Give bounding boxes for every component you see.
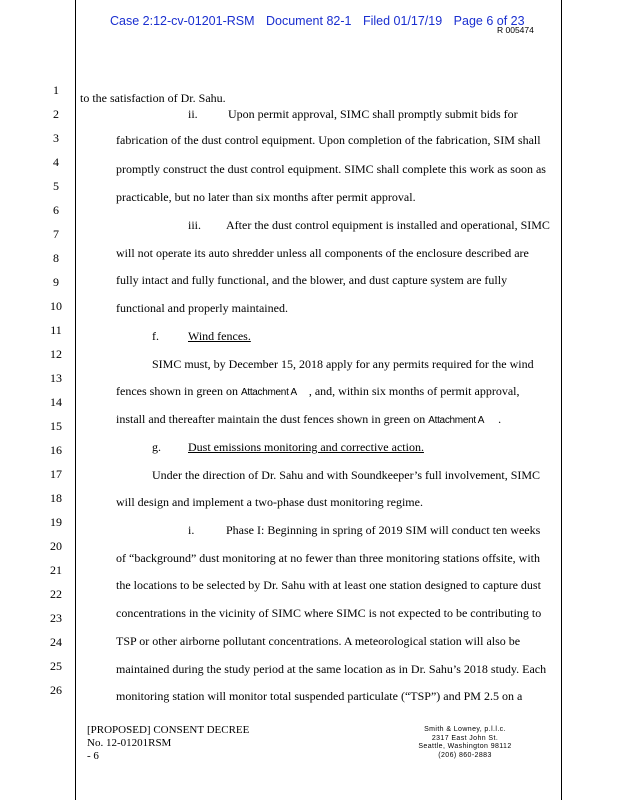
body-line: concentrations in the vicinity of SIMC where SIMC is not expected to be contributing to: [116, 606, 542, 620]
line-number: 22: [50, 587, 62, 601]
line-number: 17: [50, 467, 62, 481]
body-line: TSP or other airborne pollutant concentrations. A meteorological station will also be: [116, 634, 521, 648]
body-line: Upon permit approval, SIMC shall promptly submit bids for: [228, 107, 518, 121]
line-number: 5: [53, 179, 59, 193]
case-number: Case 2:12-cv-01201-RSM: [110, 14, 255, 28]
section-heading: Wind fences.: [188, 329, 251, 343]
body-line: After the dust control equipment is installed and operational, SIMC: [226, 218, 550, 232]
line-number: 23: [50, 611, 62, 625]
body-line: practicable, but no later than six months after permit approval.: [116, 190, 416, 204]
line-number: 4: [53, 155, 59, 169]
line-number: 25: [50, 659, 62, 673]
line-number: 12: [50, 347, 62, 361]
line-number: 8: [53, 251, 59, 265]
page-number: - 6: [87, 750, 99, 762]
section-letter: g.: [152, 440, 161, 454]
attachment-reference: Attachment A: [428, 415, 485, 426]
footer-caption: [87, 724, 249, 763]
line-number: 10: [50, 299, 62, 313]
body-line: the locations to be selected by Dr. Sahu with at least one station designed to capture dust: [116, 578, 541, 592]
body-line: [116, 384, 520, 399]
line-number: 9: [53, 275, 59, 289]
right-margin-rule: [561, 0, 562, 800]
body-line: promptly construct the dust control equipment. SIMC shall complete this work as soon as: [116, 162, 546, 176]
body-line: of “background” dust monitoring at no fewer than three monitoring stations offsite, with: [116, 551, 541, 565]
bates-number: R 005474: [497, 25, 534, 35]
firm-city: Seattle, Washington 98112: [418, 743, 512, 750]
case-header: [110, 14, 533, 28]
line-number: 7: [53, 227, 59, 241]
firm-name: Smith & Lowney, p.l.l.c.: [424, 726, 506, 733]
firm-block: [390, 726, 540, 760]
body-text: .: [498, 412, 502, 426]
line-number: 2: [53, 107, 59, 121]
body-text: fences shown in green on: [116, 384, 238, 398]
subsection-number: iii.: [188, 218, 202, 232]
line-number: 14: [50, 395, 62, 409]
line-number: 3: [53, 131, 59, 145]
subsection-number: i.: [188, 523, 195, 537]
filed-date: Filed 01/17/19: [362, 14, 443, 28]
body-line: functional and properly maintained.: [116, 301, 288, 315]
attachment-reference: Attachment A: [240, 387, 297, 398]
body-line: fully intact and fully functional, and the blower, and dust capture system are fully: [116, 273, 508, 287]
document-number: Document 82-1: [266, 14, 352, 28]
line-number: 15: [50, 419, 62, 433]
firm-address: 2317 East John St.: [431, 734, 499, 742]
section-heading: Dust emissions monitoring and corrective action.: [188, 440, 424, 454]
case-number-footer: No. 12-01201RSM: [87, 737, 172, 749]
section-letter: f.: [152, 329, 159, 343]
body-line: monitoring station will monitor total suspended particulate (“TSP”) and PM 2.5 on a: [116, 689, 523, 703]
body-line: to the satisfaction of Dr. Sahu.: [80, 91, 226, 105]
body-line: Under the direction of Dr. Sahu and with Soundkeeper’s full involvement, SIMC: [152, 468, 541, 482]
line-number: 1: [53, 83, 59, 97]
line-number: 20: [50, 539, 62, 553]
page-count: Page 6 of 23: [453, 14, 525, 28]
body-line: will design and implement a two-phase dust monitoring regime.: [116, 495, 423, 509]
left-margin-rule: [75, 0, 76, 800]
line-number: 18: [50, 491, 62, 505]
body-line: SIMC must, by December 15, 2018 apply for any permits required for the wind: [152, 357, 534, 371]
subsection-number: ii.: [188, 107, 198, 121]
body-line: [116, 412, 501, 427]
line-number: 13: [50, 371, 62, 385]
line-number: 11: [50, 323, 62, 337]
line-number: 6: [53, 203, 59, 217]
body-line: maintained during the study period at the same location as in Dr. Sahu’s 2018 study. Each: [116, 662, 547, 676]
line-number: 16: [50, 443, 62, 457]
line-number: 21: [50, 563, 62, 577]
body-text: install and thereafter maintain the dust fences shown in green on: [116, 412, 426, 426]
firm-phone: (206) 860-2883: [438, 751, 492, 759]
body-line: Phase I: Beginning in spring of 2019 SIM will conduct ten weeks: [226, 523, 541, 537]
line-number: 19: [50, 515, 62, 529]
line-number: 24: [50, 635, 62, 649]
body-text: , and, within six months of permit approval,: [308, 384, 520, 398]
line-number: 26: [50, 683, 62, 697]
body-line: will not operate its auto shredder unless all components of the enclosure described are: [116, 246, 529, 260]
body-line: fabrication of the dust control equipment. Upon completion of the fabrication, SIM shall: [116, 133, 541, 147]
document-title: [PROPOSED] CONSENT DECREE: [87, 724, 250, 736]
